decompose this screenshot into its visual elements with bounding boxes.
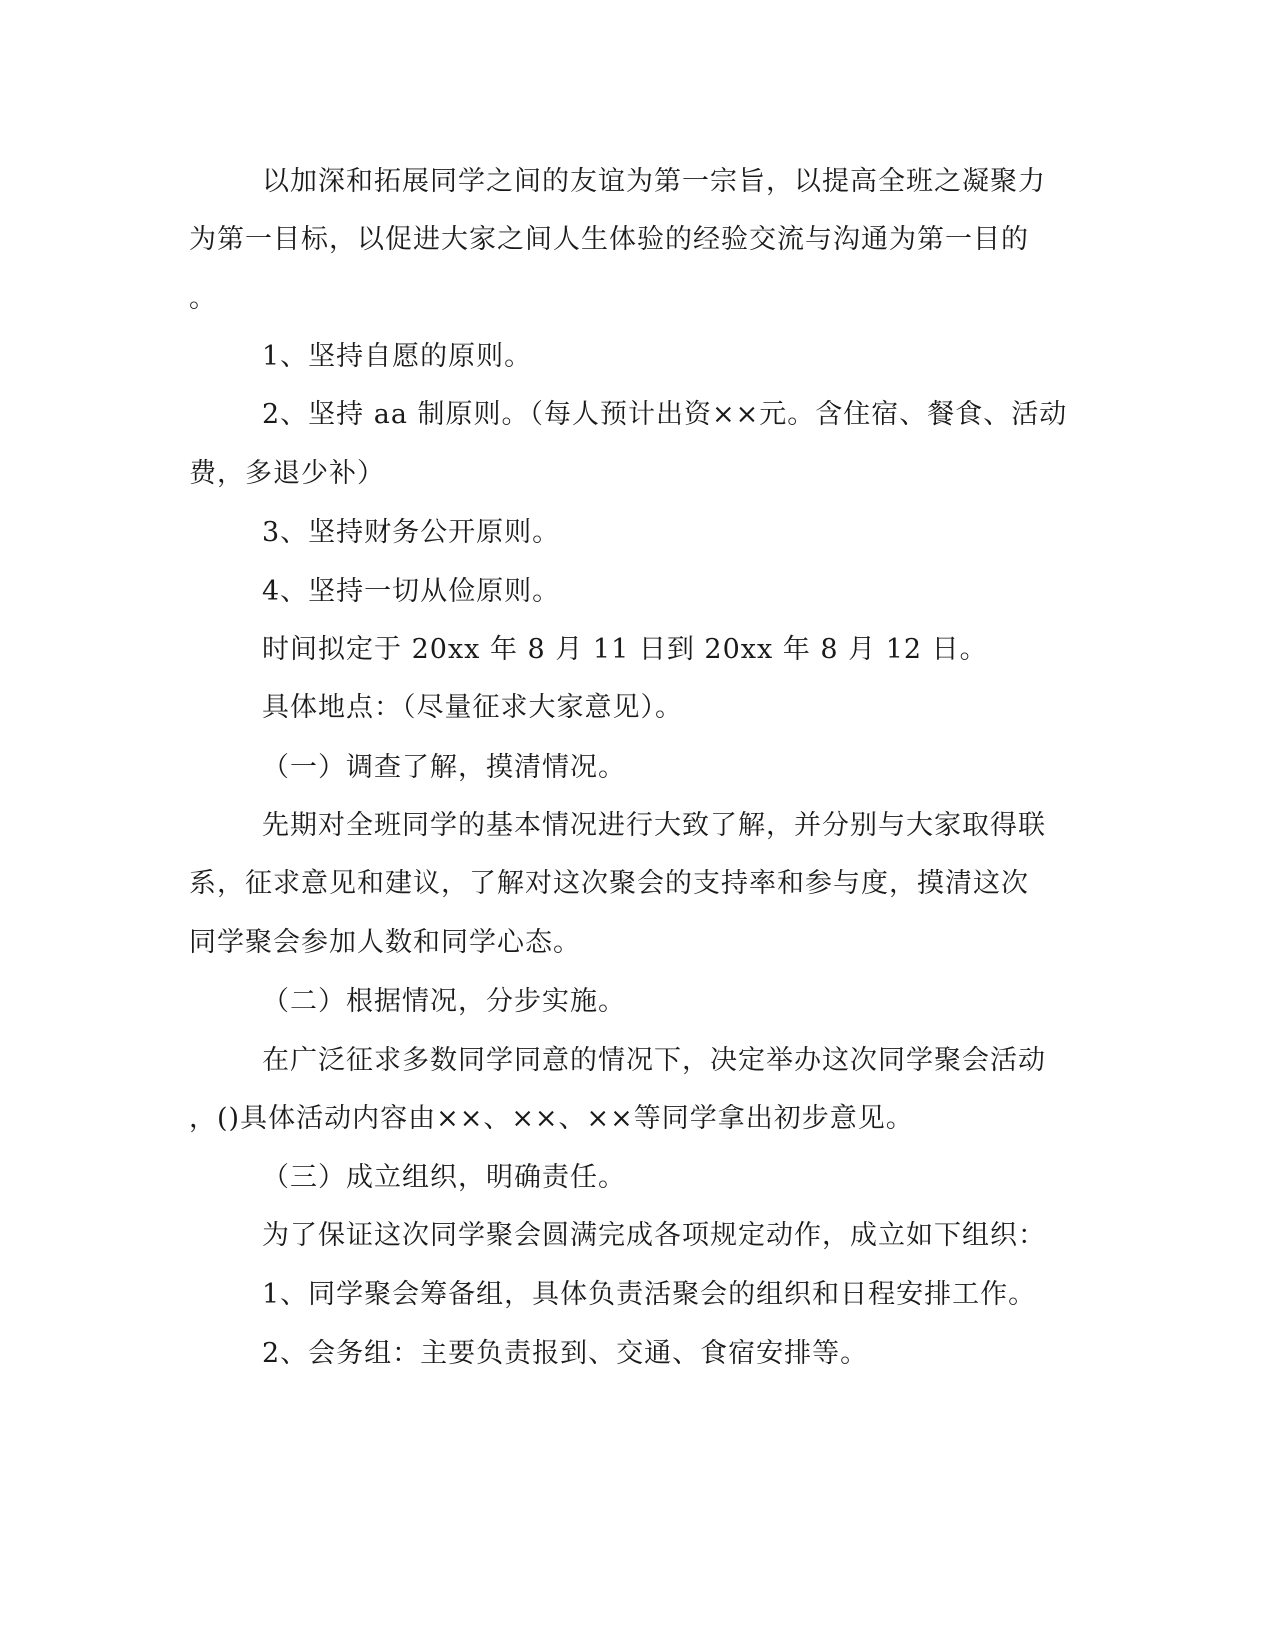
event-time: 时间拟定于 20xx 年 8 月 11 日到 20xx 年 8 月 12 日。 xyxy=(262,634,988,665)
event-location: 具体地点：（尽量征求大家意见）。 xyxy=(262,692,683,723)
paragraph-purpose-line-1: 以加深和拓展同学之间的友谊为第一宗旨，以提高全班之凝聚力 xyxy=(262,166,1046,197)
organization-item-1: 1、同学聚会筹备组，具体负责活聚会的组织和日程安排工作。 xyxy=(262,1279,1037,1310)
principle-3: 3、坚持财务公开原则。 xyxy=(262,517,561,548)
section-1-line-3: 同学聚会参加人数和同学心态。 xyxy=(189,927,581,958)
section-1-line-1: 先期对全班同学的基本情况进行大致了解，并分别与大家取得联 xyxy=(262,810,1046,841)
section-1-line-2: 系，征求意见和建议，了解对这次聚会的支持率和参与度，摸清这次 xyxy=(189,868,1029,899)
paragraph-purpose-line-2: 为第一目标，以促进大家之间人生体验的经验交流与沟通为第一目的 xyxy=(189,224,1029,255)
section-3-line-1: 为了保证这次同学聚会圆满完成各项规定动作，成立如下组织： xyxy=(262,1220,1046,1251)
section-heading-1: （一）调查了解，摸清情况。 xyxy=(262,752,626,783)
principle-2-line-2: 费，多退少补） xyxy=(189,458,385,489)
principle-4: 4、坚持一切从俭原则。 xyxy=(262,576,561,607)
section-2-line-2: ，()具体活动内容由××、××、××等同学拿出初步意见。 xyxy=(189,1103,914,1134)
section-heading-3: （三）成立组织，明确责任。 xyxy=(262,1162,626,1193)
section-2-line-1: 在广泛征求多数同学同意的情况下，决定举办这次同学聚会活动 xyxy=(262,1045,1046,1076)
principle-2-line-1: 2、坚持 aa 制原则。（每人预计出资××元。含住宿、餐食、活动 xyxy=(262,399,1068,430)
organization-item-2: 2、会务组：主要负责报到、交通、食宿安排等。 xyxy=(262,1338,869,1369)
paragraph-purpose-line-3: 。 xyxy=(189,283,217,314)
section-heading-2: （二）根据情况，分步实施。 xyxy=(262,986,626,1017)
principle-1: 1、坚持自愿的原则。 xyxy=(262,341,533,372)
